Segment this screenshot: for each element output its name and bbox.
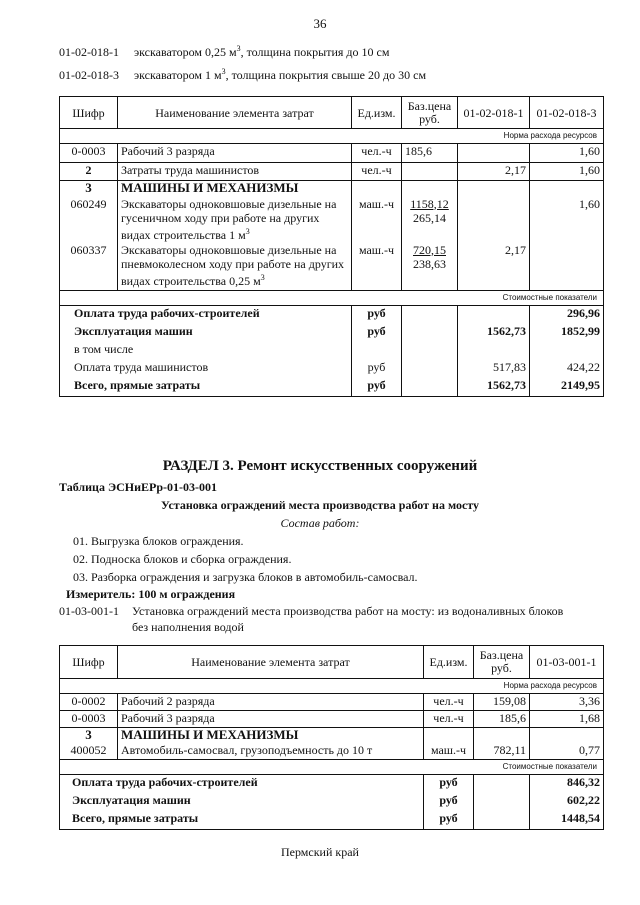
- cell-unit: маш.-ч: [424, 743, 474, 760]
- cell-code: 2: [60, 163, 118, 181]
- table-row: [60, 694, 604, 711]
- price-secondary: 238,63: [413, 256, 446, 271]
- section-title: МАШИНЫ И МЕХАНИЗМЫ: [118, 728, 424, 743]
- cell-price: 185,6: [402, 144, 458, 163]
- cell-price: [402, 163, 458, 181]
- header-line-1: [59, 44, 389, 60]
- summary-value: 1562,73: [458, 378, 530, 397]
- cell-name: Рабочий 3 разряда: [118, 144, 352, 163]
- cell-unit: маш.-ч: [352, 197, 402, 243]
- header-line-2: [59, 67, 426, 83]
- name-text: Экскаваторы одноковшовые дизельные на гусеничном ходу при работе на других видах строительства 1 м: [121, 196, 337, 242]
- band-row: [60, 291, 604, 306]
- cell-value: 0,77: [530, 743, 604, 760]
- cell-name: Автомобиль-самосвал, грузоподъемность до 10 т: [118, 743, 424, 760]
- cell-price: 782,11: [474, 743, 530, 760]
- cell-value: 1,68: [530, 711, 604, 728]
- table-header-row: [60, 97, 604, 129]
- summary-unit: [352, 342, 402, 360]
- summary-label: Эксплуатация машин: [60, 324, 352, 342]
- summary-label: Оплата труда рабочих-строителей: [60, 775, 424, 794]
- table-row: [60, 743, 604, 760]
- summary-row: [60, 378, 604, 397]
- summary-value: [530, 342, 604, 360]
- band-label: Норма расхода ресурсов: [60, 129, 604, 144]
- cell-value: [458, 197, 530, 243]
- summary-value: 424,22: [530, 360, 604, 378]
- cell-value: 1,60: [530, 144, 604, 163]
- item-description-cont: без наполнения водой: [132, 620, 244, 634]
- work-step: 01. Выгрузка блоков ограждения.: [73, 534, 244, 548]
- cell-code: 0-0002: [60, 694, 118, 711]
- cell-unit: чел.-ч: [424, 711, 474, 728]
- summary-row: [60, 324, 604, 342]
- cell-price: [402, 243, 458, 291]
- cell-name: Затраты труда машинистов: [118, 163, 352, 181]
- header-text-tail: , толщина покрытия до 10 см: [240, 45, 390, 59]
- header-text-tail: , толщина покрытия свыше 20 до 30 см: [225, 68, 427, 82]
- table-title: Установка ограждений места производства работ на мосту: [160, 498, 480, 512]
- table-id: Таблица ЭСНиЕРр-01-03-001: [59, 480, 218, 494]
- band-label: Стоимостные показатели: [60, 291, 604, 306]
- column-header: 01-03-001-1: [530, 646, 604, 679]
- superscript: 3: [260, 272, 265, 282]
- summary-value: 2149,95: [530, 378, 604, 397]
- superscript: 3: [236, 44, 241, 53]
- summary-value: 1562,73: [458, 324, 530, 342]
- summary-unit: руб: [424, 811, 474, 830]
- summary-label: Оплата труда машинистов: [60, 360, 352, 378]
- cell-price: [402, 197, 458, 243]
- summary-unit: руб: [352, 378, 402, 397]
- cell-price: 159,08: [474, 694, 530, 711]
- item-description: Установка ограждений места производства работ на мосту: из водоналивных блоков: [132, 604, 564, 618]
- cell-value: [530, 243, 604, 291]
- section-code: 3: [60, 728, 118, 743]
- section-title: МАШИНЫ И МЕХАНИЗМЫ: [118, 181, 352, 197]
- section-heading: РАЗДЕЛ 3. Ремонт искусственных сооружений: [162, 458, 478, 474]
- cell-unit: чел.-ч: [352, 144, 402, 163]
- work-step: 03. Разборка ограждения и загрузка блоков в автомобиль-самосвал.: [73, 570, 418, 584]
- cell-name: Рабочий 2 разряда: [118, 694, 424, 711]
- cell-code: 0-0003: [60, 144, 118, 163]
- summary-unit: руб: [352, 360, 402, 378]
- resource-table-2: [59, 645, 604, 830]
- summary-value: [458, 342, 530, 360]
- section-row: [60, 181, 604, 197]
- summary-label: Всего, прямые затраты: [60, 378, 352, 397]
- cell-name: [118, 243, 352, 291]
- summary-row: [60, 793, 604, 811]
- column-header: Шифр: [60, 646, 118, 679]
- cell-value: [458, 144, 530, 163]
- summary-unit: руб: [424, 775, 474, 794]
- table-row: [60, 163, 604, 181]
- summary-value: 602,22: [530, 793, 604, 811]
- table-row: [60, 711, 604, 728]
- band-row: [60, 679, 604, 694]
- cell-unit: чел.-ч: [424, 694, 474, 711]
- table-row: [60, 197, 604, 243]
- summary-row: [60, 360, 604, 378]
- summary-row: [60, 775, 604, 794]
- table-row: [60, 144, 604, 163]
- column-header: Шифр: [60, 97, 118, 129]
- section-row: [60, 728, 604, 743]
- summary-unit: руб: [352, 306, 402, 325]
- column-header: Ед.изм.: [352, 97, 402, 129]
- column-header: Наименование элемента затрат: [118, 646, 424, 679]
- resource-table-1: [59, 96, 604, 397]
- band-row: [60, 129, 604, 144]
- superscript: 3: [221, 67, 226, 76]
- table-header-row: [60, 646, 604, 679]
- column-header: Наименование элемента затрат: [118, 97, 352, 129]
- cell-code: 400052: [60, 743, 118, 760]
- price-underlined: 720,15: [413, 242, 446, 257]
- page-number: 36: [313, 16, 327, 31]
- summary-label: в том числе: [60, 342, 352, 360]
- summary-value: 296,96: [530, 306, 604, 325]
- composition-label: Состав работ:: [280, 516, 360, 530]
- superscript: 3: [245, 226, 250, 236]
- cell-unit: маш.-ч: [352, 243, 402, 291]
- cell-name: [118, 197, 352, 243]
- cell-value: 1,60: [530, 163, 604, 181]
- summary-value: 1448,54: [530, 811, 604, 830]
- column-header: 01-02-018-3: [530, 97, 604, 129]
- header-code: 01-02-018-3: [59, 68, 119, 82]
- summary-value: [458, 306, 530, 325]
- summary-label: Эксплуатация машин: [60, 793, 424, 811]
- band-row: [60, 760, 604, 775]
- price-underlined: 1158,12: [410, 196, 449, 211]
- work-step: 02. Подноска блоков и сборка ограждения.: [73, 552, 292, 566]
- summary-unit: руб: [352, 324, 402, 342]
- cell-value: 3,36: [530, 694, 604, 711]
- column-header: Ед.изм.: [424, 646, 474, 679]
- summary-value: 846,32: [530, 775, 604, 794]
- cell-name: Рабочий 3 разряда: [118, 711, 424, 728]
- summary-value: 1852,99: [530, 324, 604, 342]
- section-code: 3: [60, 181, 118, 197]
- cell-value: 2,17: [458, 163, 530, 181]
- summary-row: [60, 306, 604, 325]
- name-text: Экскаваторы одноковшовые дизельные на пневмоколесном ходу при работе на других видах строительства 0,25 м: [121, 242, 345, 288]
- summary-unit: руб: [424, 793, 474, 811]
- header-text: экскаватором 0,25 м: [134, 45, 237, 59]
- cell-value: 1,60: [530, 197, 604, 243]
- table-row: [60, 243, 604, 291]
- summary-row: [60, 342, 604, 360]
- header-text: экскаватором 1 м: [134, 68, 222, 82]
- page-footer: Пермский край: [281, 845, 359, 859]
- summary-row: [60, 811, 604, 830]
- cell-unit: чел.-ч: [352, 163, 402, 181]
- column-header: 01-02-018-1: [458, 97, 530, 129]
- band-label: Норма расхода ресурсов: [60, 679, 604, 694]
- measure-label: Измеритель: 100 м ограждения: [66, 587, 236, 601]
- column-header: Баз.цена руб.: [474, 646, 530, 679]
- summary-label: Оплата труда рабочих-строителей: [60, 306, 352, 325]
- summary-label: Всего, прямые затраты: [60, 811, 424, 830]
- column-header: Баз.цена руб.: [402, 97, 458, 129]
- header-code: 01-02-018-1: [59, 45, 119, 59]
- cell-value: 2,17: [458, 243, 530, 291]
- price-secondary: 265,14: [413, 210, 446, 225]
- item-code: 01-03-001-1: [59, 604, 119, 618]
- band-label: Стоимостные показатели: [60, 760, 604, 775]
- cell-price: 185,6: [474, 711, 530, 728]
- cell-code: 0-0003: [60, 711, 118, 728]
- summary-value: 517,83: [458, 360, 530, 378]
- cell-code: 060249: [60, 197, 118, 243]
- cell-code: 060337: [60, 243, 118, 291]
